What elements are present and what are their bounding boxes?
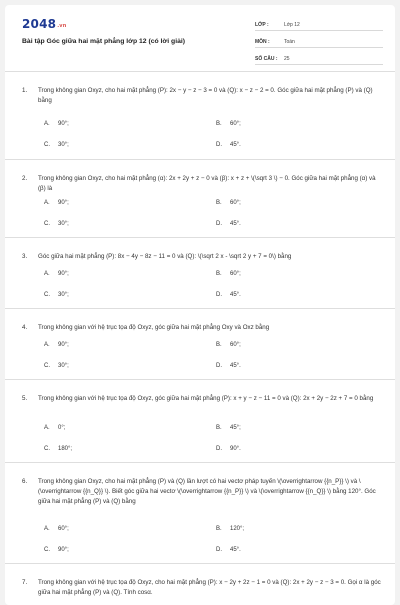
answer-option[interactable] <box>44 121 69 127</box>
question-text: Trong không gian Oxyz, cho hai mặt phẳng (P): 2x − y − z − 3 = 0 và (Q): x − z − 2 = 0. Góc giữa hai mặt phẳng (P) và (Q) bằng <box>38 87 373 104</box>
option-letter: C. <box>44 363 50 369</box>
option-letter: D. <box>216 142 222 148</box>
document-sheet <box>5 5 395 605</box>
answer-option[interactable] <box>216 121 241 127</box>
site-logo[interactable] <box>22 17 67 31</box>
option-letter: C. <box>44 221 50 227</box>
question-item <box>5 380 395 463</box>
meta-info <box>255 18 383 69</box>
answer-option[interactable] <box>216 547 241 553</box>
meta-label: SỐ CÂU : <box>255 56 278 62</box>
question-item <box>5 564 395 604</box>
meta-value: 25 <box>284 56 290 62</box>
question-number: 5. <box>22 395 28 402</box>
question-text: Trong không gian với hệ trục tọa độ Oxyz, góc giữa hai mặt phẳng (P): x + y − z − 11 = 0 và (Q): 2x + 2y − 2z + 7 = 0 bằng <box>38 395 374 402</box>
option-value: 45°. <box>230 363 241 369</box>
option-value: 90°; <box>58 121 69 127</box>
option-value: 60°; <box>230 342 241 348</box>
option-letter: B. <box>216 121 222 127</box>
answer-option[interactable] <box>44 425 65 431</box>
logo-text: 2048 <box>22 17 57 31</box>
meta-row-class <box>255 18 383 31</box>
meta-row-count <box>255 52 383 65</box>
answer-option[interactable] <box>216 142 241 148</box>
answer-option[interactable] <box>216 292 241 298</box>
meta-value: Lớp 12 <box>284 22 300 28</box>
answer-option[interactable] <box>44 547 69 553</box>
answer-option[interactable] <box>216 425 241 431</box>
question-text: Trong không gian Oxyz, cho hai mặt phẳng (P) và (Q) lần lượt có hai vectơ pháp tuyến \(\overrightarrow {{n_P}} \) và \(\overrightarrow {{n_Q}} \). Biết góc giữa hai vectơ \(\overrightarrow {{n_P}} \) và \(\overrightarrow {{n_Q}} \) bằng 120°. Góc giữa hai mặt phẳng (P) và (Q) bằng <box>38 478 376 505</box>
option-letter: D. <box>216 221 222 227</box>
meta-label: LỚP : <box>255 22 269 28</box>
answer-option[interactable] <box>216 526 244 532</box>
option-value: 45°. <box>230 221 241 227</box>
question-number: 2. <box>22 175 28 182</box>
question-text: Trong không gian Oxyz, cho hai mặt phẳng (α): 2x + 2y + z − 0 và (β): x + z + \(\sqrt 3 \) − 0. Góc giữa hai mặt phẳng (α) và (β) là <box>38 175 376 192</box>
question-item <box>5 160 395 238</box>
option-letter: B. <box>216 342 222 348</box>
question-text: Trong không gian với hệ trục tọa độ Oxyz, cho hai mặt phẳng (P): x − 2y + 2z − 1 = 0 và (Q): 2x + 2y − z − 3 = 0. Gọi α là góc giữa hai mặt phẳng (P) và (Q). Tính cosα. <box>38 579 381 596</box>
answer-option[interactable] <box>216 446 241 452</box>
option-letter: B. <box>216 425 222 431</box>
option-letter: C. <box>44 292 50 298</box>
logo-suffix: .vn <box>57 23 67 29</box>
option-letter: A. <box>44 342 50 348</box>
option-value: 90°; <box>58 547 69 553</box>
answer-option[interactable] <box>44 142 69 148</box>
answer-option[interactable] <box>44 342 69 348</box>
question-text-row <box>22 477 382 507</box>
meta-value: Toán <box>284 39 295 45</box>
option-letter: A. <box>44 121 50 127</box>
question-text: Trong không gian với hệ trục tọa độ Oxyz, góc giữa hai mặt phẳng Oxy và Oxz bằng <box>38 324 270 331</box>
option-value: 90°; <box>58 271 69 277</box>
option-letter: B. <box>216 271 222 277</box>
question-number: 4. <box>22 324 28 331</box>
answer-option[interactable] <box>44 292 69 298</box>
question-item <box>5 309 395 380</box>
option-value: 30°; <box>58 221 69 227</box>
option-value: 180°; <box>58 446 73 452</box>
question-number: 6. <box>22 478 28 485</box>
question-text-row <box>22 578 382 598</box>
question-item <box>5 72 395 160</box>
question-text-row <box>22 394 382 404</box>
option-value: 60°; <box>230 271 241 277</box>
option-letter: C. <box>44 142 50 148</box>
answer-option[interactable] <box>44 363 69 369</box>
answer-option[interactable] <box>44 200 69 206</box>
question-text-row <box>22 86 382 106</box>
option-letter: A. <box>44 526 50 532</box>
option-letter: C. <box>44 547 50 553</box>
page-title: Bài tập Góc giữa hai mặt phẳng lớp 12 (có lời giải) <box>22 38 186 45</box>
option-letter: A. <box>44 271 50 277</box>
meta-label: MÔN : <box>255 39 270 45</box>
option-letter: D. <box>216 547 222 553</box>
question-text: Góc giữa hai mặt phẳng (P): 8x − 4y − 8z − 11 = 0 và (Q): \(\sqrt 2 x - \sqrt 2 y + 7 = 0\) bằng <box>38 253 292 260</box>
question-item <box>5 463 395 564</box>
option-letter: B. <box>216 526 222 532</box>
answer-option[interactable] <box>216 363 241 369</box>
answer-option[interactable] <box>216 342 241 348</box>
answer-option[interactable] <box>216 271 241 277</box>
option-value: 30°; <box>58 363 69 369</box>
question-text-row <box>22 174 382 194</box>
option-value: 45°; <box>230 425 241 431</box>
option-value: 45°. <box>230 142 241 148</box>
option-value: 0°; <box>58 425 66 431</box>
option-letter: A. <box>44 200 50 206</box>
header <box>5 5 395 71</box>
option-value: 90°; <box>58 342 69 348</box>
option-value: 120°; <box>230 526 245 532</box>
answer-option[interactable] <box>216 221 241 227</box>
option-letter: B. <box>216 200 222 206</box>
question-text-row <box>22 252 382 262</box>
question-text-row <box>22 323 382 333</box>
option-value: 30°; <box>58 142 69 148</box>
answer-option[interactable] <box>44 271 69 277</box>
option-value: 90°. <box>230 446 241 452</box>
answer-option[interactable] <box>216 200 241 206</box>
answer-option[interactable] <box>44 526 69 532</box>
question-item <box>5 238 395 309</box>
option-value: 45°. <box>230 292 241 298</box>
option-letter: C. <box>44 446 50 452</box>
question-list <box>5 72 395 604</box>
option-value: 60°; <box>58 526 69 532</box>
option-value: 30°; <box>58 292 69 298</box>
option-value: 45°. <box>230 547 241 553</box>
option-value: 90°; <box>58 200 69 206</box>
meta-row-subject <box>255 35 383 48</box>
option-letter: A. <box>44 425 50 431</box>
option-letter: D. <box>216 292 222 298</box>
option-letter: D. <box>216 363 222 369</box>
question-number: 7. <box>22 579 28 586</box>
question-number: 3. <box>22 253 28 260</box>
option-value: 60°; <box>230 200 241 206</box>
option-letter: D. <box>216 446 222 452</box>
question-number: 1. <box>22 87 28 94</box>
answer-option[interactable] <box>44 221 69 227</box>
answer-option[interactable] <box>44 446 72 452</box>
option-value: 60°; <box>230 121 241 127</box>
